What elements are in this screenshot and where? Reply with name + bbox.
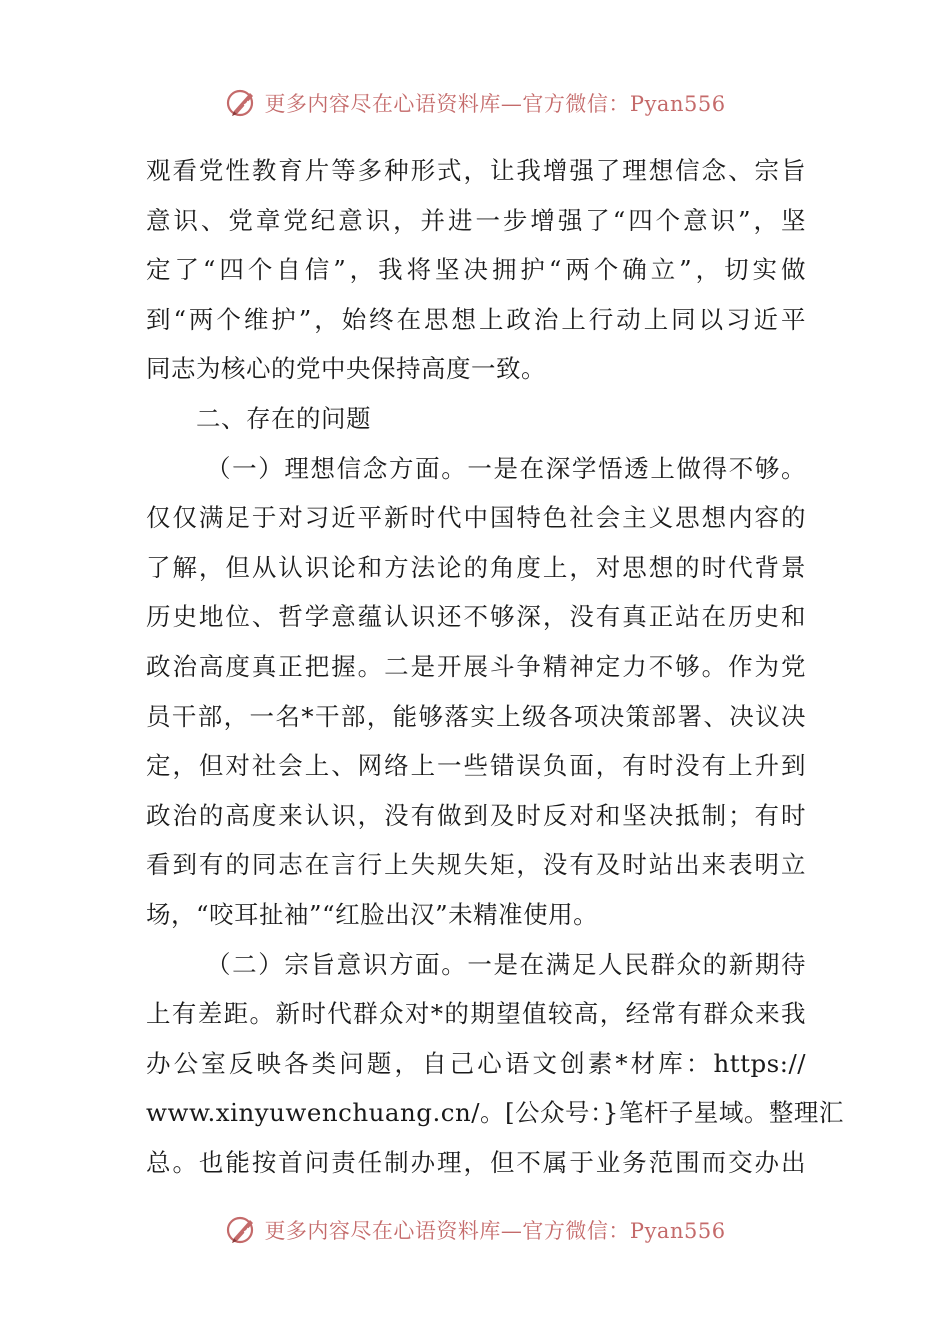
body-line: 看到有的同志在言行上失规失矩，没有及时站出来表明立 — [146, 850, 806, 880]
footer-watermark-banner — [0, 1210, 950, 1250]
body-line: 总。也能按首问责任制办理，但不属于业务范围而交办出 — [146, 1147, 806, 1177]
body-line: 历史地位、哲学意蕴认识还不够深，没有真正站在历史和 — [146, 602, 806, 632]
body-line: 员干部，一名*干部，能够落实上级各项决策部署、决议决 — [146, 701, 806, 731]
subsection-line: （一）理想信念方面。一是在深学悟透上做得不够。 — [206, 453, 806, 483]
header-watermark-text: 更多内容尽在心语资料库—官方微信：Pyan556 — [264, 92, 726, 116]
body-line: 意识、党章党纪意识，并进一步增强了“四个意识”，坚 — [146, 205, 806, 235]
body-line: 办公室反映各类问题，自己心语文创素*材库：https:// — [146, 1048, 806, 1078]
body-line: 政治高度真正把握。二是开展斗争精神定力不够。作为党 — [146, 651, 806, 681]
body-line: 定，但对社会上、网络上一些错误负面，有时没有上升到 — [146, 751, 806, 781]
footer-watermark-text: 更多内容尽在心语资料库—官方微信：Pyan556 — [264, 1219, 726, 1243]
body-line: 政治的高度来认识，没有做到及时反对和坚决抵制；有时 — [146, 800, 806, 830]
body-line: 到“两个维护”，始终在思想上政治上行动上同以习近平 — [146, 304, 806, 334]
body-line: 观看党性教育片等多种形式，让我增强了理想信念、宗旨 — [146, 156, 806, 185]
subsection-line: （二）宗旨意识方面。一是在满足人民群众的新期待 — [206, 949, 806, 979]
body-line: 仅仅满足于对习近平新时代中国特色社会主义思想内容的 — [146, 503, 806, 533]
body-line: 上有差距。新时代群众对*的期望值较高，经常有群众来我 — [146, 999, 806, 1029]
body-line: www.xinyuwenchuang.cn/。[公众号：}笔杆子星域。整理汇 — [146, 1098, 844, 1128]
body-line: 定了“四个自信”，我将坚决拥护“两个确立”，切实做 — [146, 255, 806, 285]
pen-circle-logo-icon — [224, 1212, 260, 1248]
header-watermark-banner — [0, 83, 950, 123]
body-line: 了解，但从认识论和方法论的角度上，对思想的时代背景 — [146, 552, 806, 582]
body-line: 同志为核心的党中央保持高度一致。 — [146, 354, 546, 384]
body-line: 场，“咬耳扯袖”“红脸出汉”未精准使用。 — [146, 899, 599, 929]
document-body — [146, 146, 844, 1187]
section-heading: 二、存在的问题 — [196, 403, 371, 433]
pen-circle-logo-icon — [224, 85, 260, 121]
